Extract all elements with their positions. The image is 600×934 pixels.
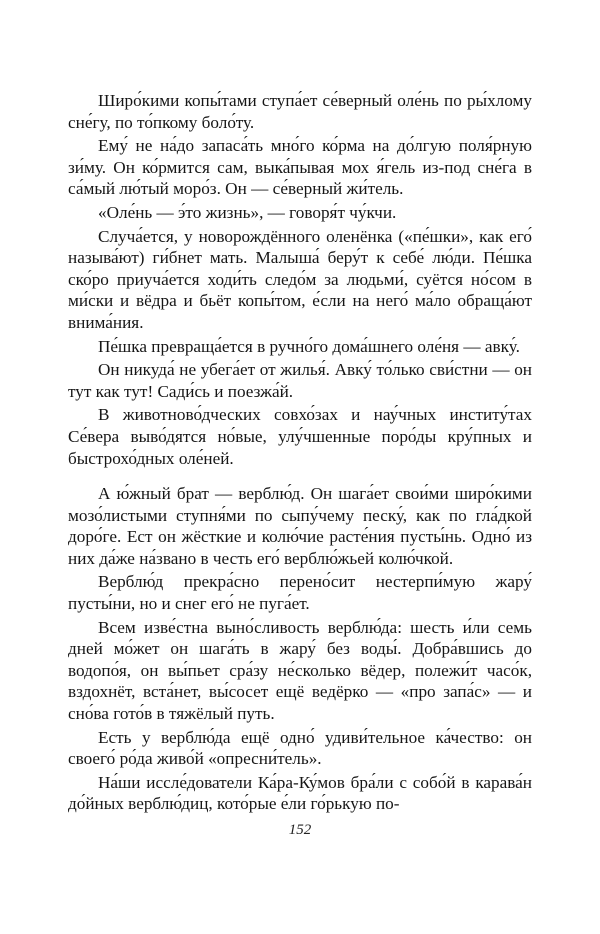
- paragraph: Случа́ется, у новорождённого оленёнка («пе́шки», как его́ называ́ют) ги́бнет мать. Малыша́ беру́т к себе́ лю́ди. Пе́шка ско́ро приуча́ется ходи́ть следо́м за людьми́, суётся но́сом в ми́ски и вёдра и бьёт копы́том, е́сли на него́ ма́ло обраща́ют внима́ния.: [68, 226, 532, 332]
- paragraph: Пе́шка превраща́ется в ручно́го дома́шнего оле́ня — авку́.: [98, 336, 520, 356]
- paragraph: Есть у верблю́да ещё одно́ удиви́тельное ка́чество: он своего́ ро́да живо́й «опресни́тель».: [68, 727, 532, 769]
- paragraph: В животново́дческих совхо́зах и нау́чных институ́тах Се́вера выво́дятся но́вые, улу́чшенные поро́ды кру́пных и быстрохо́дных оле́ней.: [68, 405, 532, 468]
- paragraph: «Оле́нь — э́то жизнь», — говоря́т чу́кчи.: [98, 202, 397, 222]
- page-number: 152: [288, 822, 312, 838]
- section-camel: [68, 483, 532, 817]
- paragraph: А ю́жный брат — верблю́д. Он шага́ет свои́ми широ́кими мозо́листыми ступня́ми по сыпу́чему песку́, как по гла́дкой доро́ге. Ест он жёсткие и колю́чие расте́ния пусты́нь. Одно́ из них да́же на́звано в честь его́ верблю́жьей колю́чкой.: [68, 484, 532, 568]
- paragraph: Верблю́д прекра́сно перено́сит нестерпи́мую жару́ пусты́ни, но и снег его́ не пуга́ет.: [68, 572, 532, 613]
- paragraph: Он никуда́ не убега́ет от жилья́. Авку́ то́лько сви́стни — он тут как тут! Сади́сь и поезжа́й.: [68, 360, 532, 401]
- paragraph: На́ши иссле́дователи Ка́ра-Ку́мов бра́ли с собо́й в карава́н до́йных верблю́диц, кото́рые е́ли го́рькую по-: [68, 772, 532, 814]
- paragraph: Всем изве́стна выно́сливость верблю́да: шесть и́ли семь дней мо́жет он шага́ть в жару́ без воды́. Добра́вшись до водопо́я, он вы́пьет сра́зу не́сколько вёдер, полежи́т часо́к, вздохнёт, вста́нет, вы́сосет ещё ведёрко — «про запа́с» — и сно́ва гото́в в тяжёлый путь.: [68, 617, 532, 723]
- section-reindeer: [68, 90, 532, 471]
- paragraph: Ему́ не на́до запаса́ть мно́го ко́рма на до́лгую поля́рную зи́му. Он ко́рмится сам, выка́пывая мох я́гель из-под сне́га в са́мый лю́тый моро́з. Он — се́верный жи́тель.: [68, 136, 532, 199]
- paragraph: Широ́кими копы́тами ступа́ет се́верный оле́нь по ры́хлому сне́гу, по то́пкому боло́ту.: [68, 91, 532, 132]
